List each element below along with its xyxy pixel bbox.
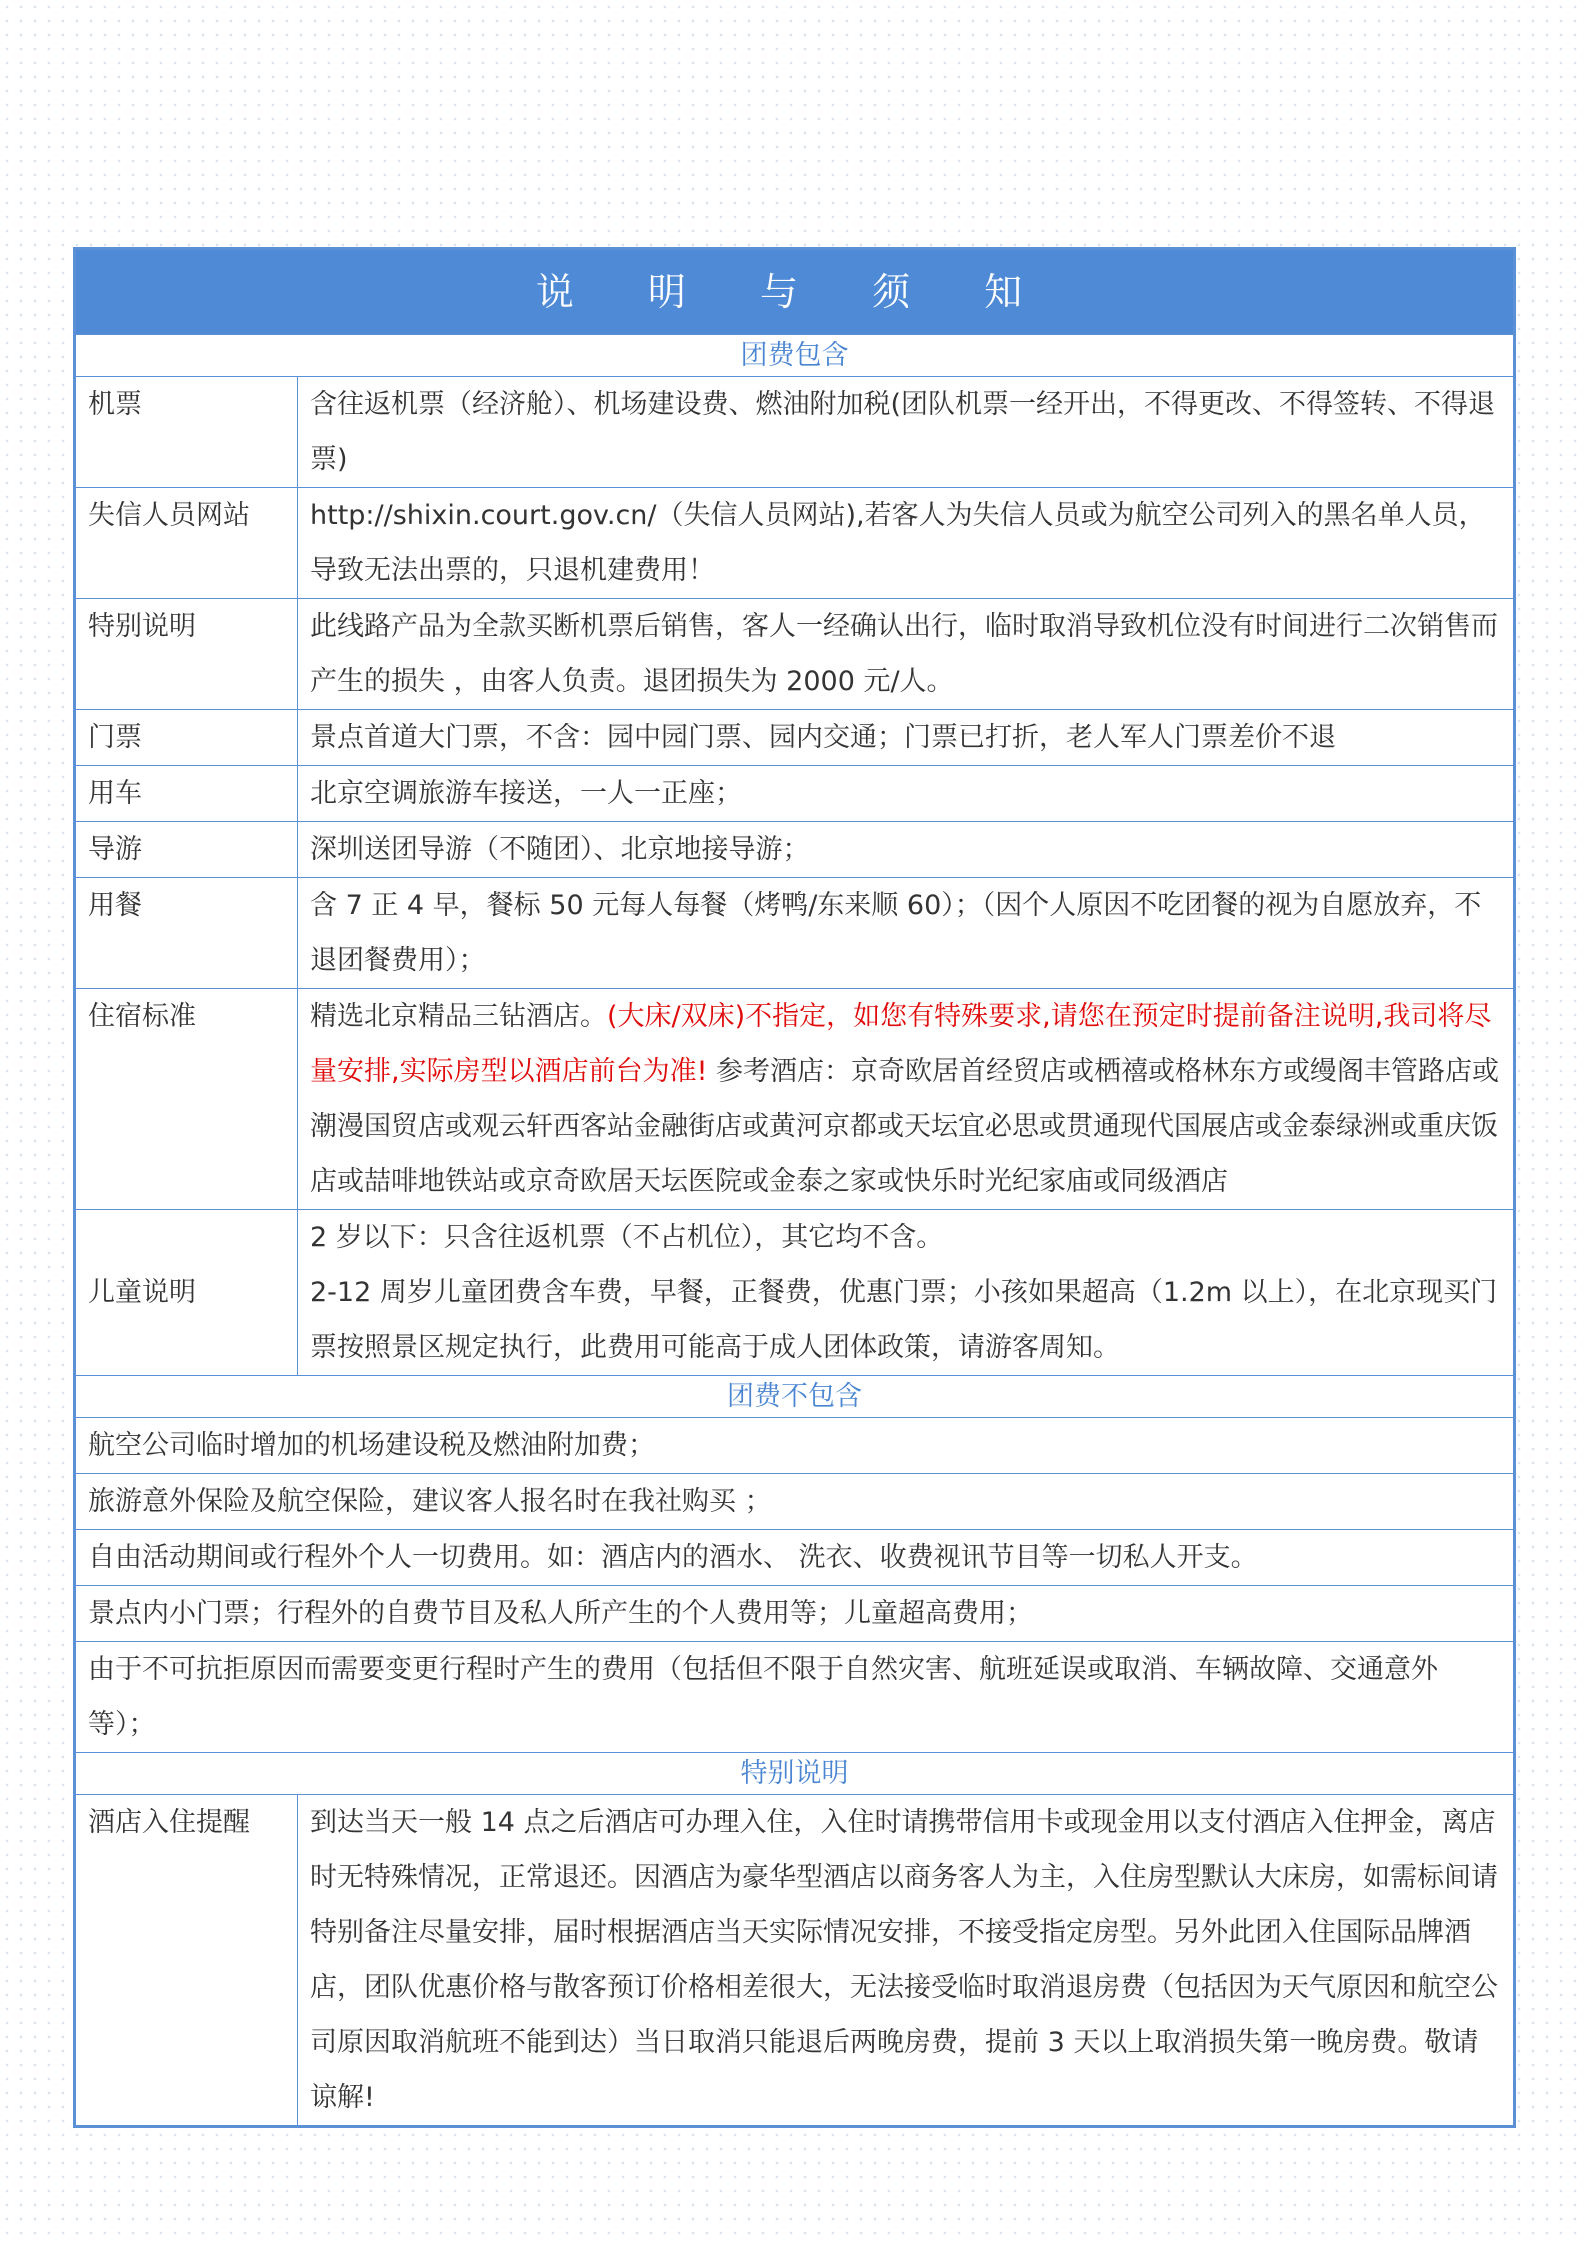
row-label: 用餐 — [76, 878, 298, 989]
table-row — [76, 1795, 1514, 2126]
child-line-under-2: 2 岁以下：只含往返机票（不占机位），其它均不含。 — [310, 1222, 944, 1253]
section-header-row — [76, 1753, 1514, 1795]
row-content: 深圳送团导游（不随团）、北京地接导游； — [298, 822, 1514, 878]
child-line-2-to-12: 2-12 周岁儿童团费含车费，早餐，正餐费，优惠门票；小孩如果超高（1.2m 以上），在北京现买门票按照景区规定执行，此费用可能高于成人团体政策，请游客周知。 — [310, 1277, 1498, 1363]
row-content: 含 7 正 4 早，餐标 50 元每人每餐（烤鸭/东来顺 60）；（因个人原因不吃团餐的视为自愿放弃，不退团餐费用）； — [298, 878, 1514, 989]
table-row — [76, 488, 1514, 599]
table-row — [76, 1586, 1514, 1642]
section-header-excluded: 团费不包含 — [76, 1376, 1514, 1418]
table-row — [76, 377, 1514, 488]
table-row — [76, 878, 1514, 989]
page-title: 说 明 与 须 知 — [76, 250, 1514, 335]
row-content: http://shixin.court.gov.cn/（失信人员网站),若客人为失信人员或为航空公司列入的黑名单人员，导致无法出票的，只退机建费用！ — [298, 488, 1514, 599]
row-label: 住宿标准 — [76, 989, 298, 1210]
excluded-item: 自由活动期间或行程外个人一切费用。如：酒店内的酒水、 洗衣、收费视讯节目等一切私人开支。 — [76, 1530, 1514, 1586]
table-row — [76, 1474, 1514, 1530]
section-header-row — [76, 1376, 1514, 1418]
row-label: 门票 — [76, 710, 298, 766]
excluded-item: 由于不可抗拒原因而需要变更行程时产生的费用（包括但不限于自然灾害、航班延误或取消、车辆故障、交通意外等）； — [76, 1642, 1514, 1753]
row-label: 导游 — [76, 822, 298, 878]
row-content: 景点首道大门票，不含：园中园门票、园内交通；门票已打折，老人军人门票差价不退 — [298, 710, 1514, 766]
row-label: 机票 — [76, 377, 298, 488]
hotel-text-intro: 精选北京精品三钻酒店。 — [310, 1001, 607, 1032]
table-row — [76, 1418, 1514, 1474]
row-content: 到达当天一般 14 点之后酒店可办理入住，入住时请携带信用卡或现金用以支付酒店入住押金，离店时无特殊情况，正常退还。因酒店为豪华型酒店以商务客人为主，入住房型默认大床房，如需标间请特别备注尽量安排，届时根据酒店当天实际情况安排，不接受指定房型。另外此团入住国际品牌酒店，团队优惠价格与散客预订价格相差很大，无法接受临时取消退房费（包括因为天气原因和航空公司原因取消航班不能到达）当日取消只能退后两晚房费，提前 3 天以上取消损失第一晚房费。敬请谅解! — [298, 1795, 1514, 2126]
table-row-child — [76, 1210, 1514, 1376]
hotel-reference-list: 参考酒店：京奇欧居首经贸店或栖禧或格林东方或缦阁丰管路店或潮漫国贸店或观云轩西客站金融街店或黄河京都或天坛宜必思或贯通现代国展店或金泰绿洲或重庆饭店或喆啡地铁站或京奇欧居天坛医院或金泰之家或快乐时光纪家庙或同级酒店 — [310, 1056, 1499, 1197]
excluded-item: 景点内小门票；行程外的自费节目及私人所产生的个人费用等；儿童超高费用； — [76, 1586, 1514, 1642]
row-label: 失信人员网站 — [76, 488, 298, 599]
excluded-item: 航空公司临时增加的机场建设税及燃油附加费； — [76, 1418, 1514, 1474]
hotel-room-warning: (大床/双床)不指定，如您有特殊要求,请您在预定时提前备注说明,我司将尽量安排,实际房型以酒店前台为准! — [310, 1001, 1492, 1087]
table-row — [76, 710, 1514, 766]
hotel-content — [298, 989, 1514, 1210]
table-row — [76, 599, 1514, 710]
row-label: 特别说明 — [76, 599, 298, 710]
section-header-included: 团费包含 — [76, 335, 1514, 377]
table-row — [76, 822, 1514, 878]
table-row-hotel — [76, 989, 1514, 1210]
excluded-item: 旅游意外保险及航空保险，建议客人报名时在我社购买 ； — [76, 1474, 1514, 1530]
notice-table — [75, 249, 1514, 2126]
row-label: 酒店入住提醒 — [76, 1795, 298, 2126]
row-label: 儿童说明 — [76, 1210, 298, 1376]
section-header-special: 特别说明 — [76, 1753, 1514, 1795]
table-row — [76, 766, 1514, 822]
row-content: 北京空调旅游车接送，一人一正座； — [298, 766, 1514, 822]
section-header-row — [76, 335, 1514, 377]
row-label: 用车 — [76, 766, 298, 822]
row-content: 此线路产品为全款买断机票后销售，客人一经确认出行，临时取消导致机位没有时间进行二次销售而产生的损失 ，由客人负责。退团损失为 2000 元/人。 — [298, 599, 1514, 710]
table-row — [76, 1530, 1514, 1586]
table-row — [76, 1642, 1514, 1753]
row-content: 含往返机票（经济舱）、机场建设费、燃油附加税(团队机票一经开出，不得更改、不得签转、不得退票) — [298, 377, 1514, 488]
child-content — [298, 1210, 1514, 1376]
title-row — [76, 250, 1514, 335]
